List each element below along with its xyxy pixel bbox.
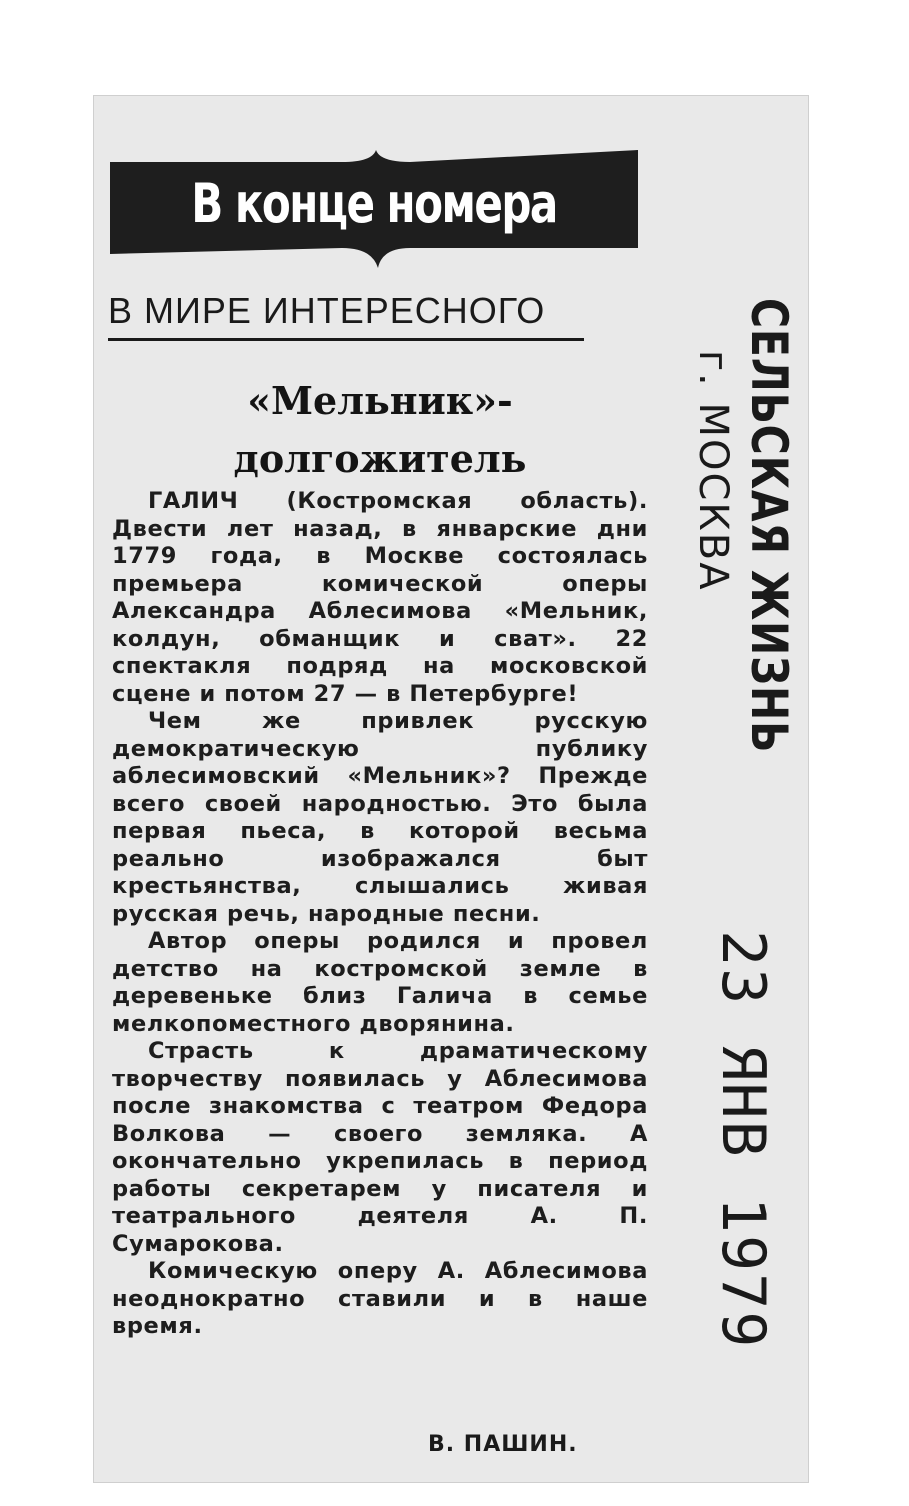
headline-line-1: «Мельник»-: [247, 378, 513, 423]
article-paragraph: Чем же привлек русскую демократическую публику аблесимовский «Мельник»? Прежде всего своей народностью. Это была первая пьеса, в которой весьма реально изображался быт крестьянства, слышались живая русская речь, народные песни.: [112, 708, 648, 927]
stamp-date-text: 23 ЯНВ 1979: [708, 930, 778, 1350]
rubric-heading: В МИРЕ ИНТЕРЕСНОГО: [108, 290, 546, 331]
headline-line-2: долгожитель: [233, 436, 527, 481]
section-banner: [110, 150, 638, 268]
article-headline: [170, 372, 590, 488]
article-paragraph: Автор оперы родился и провел детство на костромской земле в деревеньке близ Галича в семье мелкопоместного дворянина.: [112, 928, 648, 1037]
stamp-newspaper-text: СЕЛЬСКАЯ ЖИЗНЬ: [740, 298, 798, 754]
stamp-city: [690, 350, 740, 670]
stamp-newspaper-name: [740, 298, 798, 754]
article-paragraph: Страсть к драматическому творчеству появилась у Аблесимова после знакомства с театром Федора Волкова — своего земляка. А окончательно укрепилась в период работы секретарем у писателя и театрального деятеля А. П. Сумарокова.: [112, 1038, 648, 1257]
stamp-city-text: г. МОСКВА: [690, 350, 736, 592]
stamp-date: [708, 930, 782, 1350]
banner-title: В конце номера: [191, 172, 557, 235]
author-signature: В. ПАШИН.: [428, 1432, 578, 1457]
article-paragraph: Комическую оперу А. Аблесимова неоднократно ставили и в наше время.: [112, 1258, 648, 1339]
article-body: [112, 488, 648, 1341]
article-paragraph: ГАЛИЧ (Костромская область). Двести лет назад, в январские дни 1779 года, в Москве состоялась премьера комической оперы Александра Аблесимова «Мельник, колдун, обманщик и сват». 22 спектакля подряд на московской сцене и потом 27 — в Петербурге!: [112, 488, 648, 707]
rubric-underline: [108, 338, 584, 341]
